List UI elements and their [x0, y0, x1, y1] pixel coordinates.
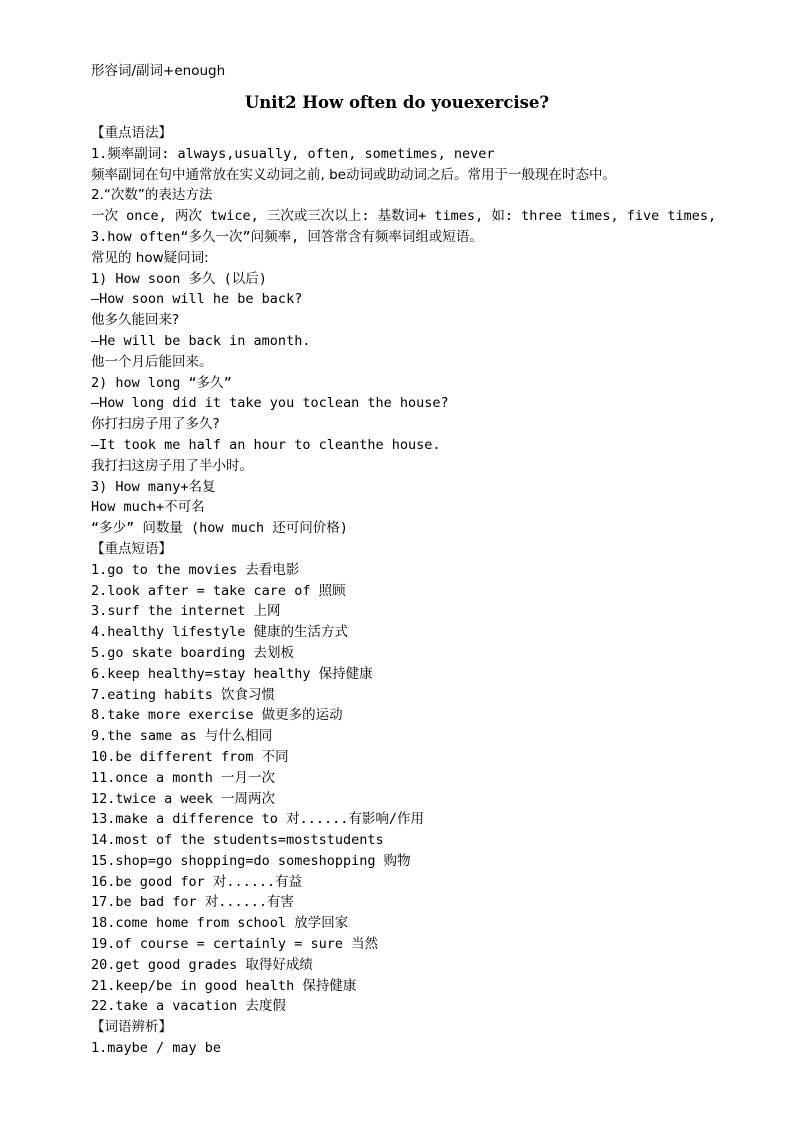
grammar-line: 我打扫这房子用了半小时。 [91, 457, 253, 474]
phrase-item: 3.surf the internet 上网 [91, 603, 281, 620]
grammar-line: 3) How many+名复 [91, 478, 216, 495]
grammar-line: 一次 once, 两次 twice, 三次或三次以上: 基数词+ times, 如: three times, five times, [91, 208, 717, 225]
grammar-line: 2) how long “多久” [91, 374, 232, 391]
phrase-item: 7.eating habits 饮食习惯 [91, 686, 276, 703]
phrase-item: 21.keep/be in good health 保持健康 [91, 977, 357, 994]
grammar-line: —It took me half an hour to cleanthe house. [91, 436, 441, 453]
phrase-item: 9.the same as 与什么相同 [91, 728, 273, 745]
grammar-line: 他一个月后能回来。 [91, 353, 213, 370]
document-body [91, 123, 781, 1059]
phrase-item: 6.keep healthy=stay healthy 保持健康 [91, 665, 373, 682]
phrase-item: 16.be good for 对......有益 [91, 873, 303, 890]
phrase-item: 4.healthy lifestyle 健康的生活方式 [91, 624, 349, 641]
grammar-line: 2.“次数”的表达方法 [91, 187, 213, 204]
phrase-item: 15.shop=go shopping=do someshopping 购物 [91, 852, 411, 869]
phrase-item: 5.go skate boarding 去划板 [91, 644, 295, 661]
words-line: 1.maybe / may be [91, 1040, 222, 1057]
grammar-line: —How soon will he be back? [91, 291, 303, 308]
grammar-line: 1.频率副词: always,usually, often, sometimes, never [91, 145, 495, 162]
phrase-item: 2.look after = take care of 照顾 [91, 582, 346, 599]
grammar-line: 你打扫房子用了多久? [91, 416, 220, 433]
phrase-item: 20.get good grades 取得好成绩 [91, 956, 313, 973]
grammar-line: 3.how often“多久一次”问频率, 回答常含有频率词组或短语。 [91, 228, 483, 245]
phrase-item: 14.most of the students=moststudents [91, 832, 384, 849]
phrase-item: 8.take more exercise 做更多的运动 [91, 707, 343, 724]
grammar-line: —He will be back in amonth. [91, 332, 311, 349]
page-title: Unit2 How often do youexercise? [244, 93, 550, 112]
top-note: 形容词/副词+enough [91, 63, 226, 79]
section-heading-words: 【词语辨析】 [91, 1019, 172, 1036]
phrase-item: 1.go to the movies 去看电影 [91, 561, 300, 578]
grammar-line: 频率副词在句中通常放在实义动词之前, be动词或助动词之后。常用于一般现在时态中。 [91, 166, 616, 183]
grammar-line: 常见的 how疑问词: [91, 249, 209, 266]
grammar-line: —How long did it take you toclean the house? [91, 395, 449, 412]
phrase-item: 13.make a difference to 对......有影响/作用 [91, 811, 424, 828]
grammar-line: 1) How soon 多久 (以后) [91, 270, 267, 287]
phrase-item: 10.be different from 不同 [91, 748, 289, 765]
phrase-item: 19.of course = certainly = sure 当然 [91, 936, 379, 953]
phrase-item: 18.come home from school 放学回家 [91, 915, 349, 932]
section-heading-grammar: 【重点语法】 [91, 125, 172, 141]
phrase-item: 12.twice a week 一周两次 [91, 790, 276, 807]
phrase-item: 22.take a vacation 去度假 [91, 998, 286, 1015]
grammar-line: How much+不可名 [91, 499, 205, 516]
phrase-item: 17.be bad for 对......有害 [91, 894, 295, 911]
section-heading-phrases: 【重点短语】 [91, 540, 172, 557]
phrase-item: 11.once a month 一月一次 [91, 769, 276, 786]
grammar-line: “多少” 问数量 (how much 还可问价格) [91, 520, 348, 537]
grammar-line: 他多久能回来? [91, 312, 180, 329]
